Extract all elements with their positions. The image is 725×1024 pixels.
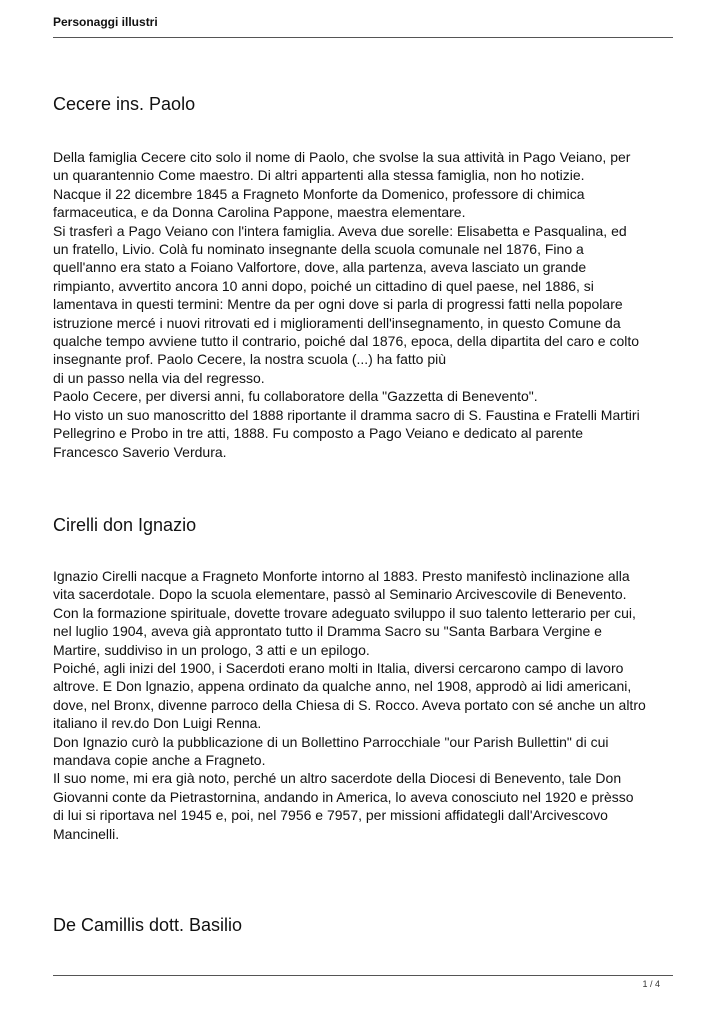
text-line: italiano il rev.do Don Luigi Renna. [53,715,262,732]
text-line: qualche tempo avviene tutto il contrario, poiché dal 1876, epoca, della dipartita del caro e colto [53,333,640,350]
text-line: Don Ignazio curò la pubblicazione di un Bollettino Parrocchiale "our Parish Bullettin" di cui [53,733,609,750]
text-line: un fratello, Livio. Colà fu nominato insegnante della scuola comunale nel 1876, Fino a [53,241,584,258]
text-line: dove, nel Bronx, divenne parroco della Chiesa di S. Rocco. Aveva portato con sé anche un altro [53,696,646,713]
text-line: Il suo nome, mi era già noto, perché un altro sacerdote della Diocesi di Benevento, tale Don [53,770,622,787]
text-line: Ho visto un suo manoscritto del 1888 riportante il dramma sacro di S. Faustina e Fratelli Martiri [53,406,640,423]
section-heading: De Camillis dott. Basilio [53,915,243,935]
section-heading: Cirelli don Ignazio [53,515,197,535]
text-line: Nacque il 22 dicembre 1845 a Fragneto Monforte da Domenico, professore di chimica [53,185,585,202]
text-line: lamentava in questi termini: Mentre da per ogni dove si parla di progressi fatti nella popolare [53,296,623,313]
text-line: Poiché, agli inizi del 1900, i Sacerdoti erano molti in Italia, diversi cercarono campo di lavoro [53,660,624,677]
text-line: farmaceutica, e da Donna Carolina Pappone, maestra elementare. [53,204,466,221]
text-line: Giovanni conte da Pietrastornina, andando in America, lo aveva conosciuto nel 1920 e prèsso [53,788,634,805]
text-line: Martire, suddiviso in un prologo, 3 atti e un epilogo. [53,641,370,658]
text-line: Paolo Cecere, per diversi anni, fu collaboratore della "Gazzetta di Benevento". [53,388,538,405]
text-line: Ignazio Cirelli nacque a Fragneto Monforte intorno al 1883. Presto manifestò inclinazione alla [53,568,630,584]
page-header [53,13,673,38]
text-line: Pellegrino e Probo in tre atti, 1888. Fu composto a Pago Veiano e dedicato al parente [53,425,584,442]
document-title: Personaggi illustri [53,15,158,29]
text-line: insegnante prof. Paolo Cecere, la nostra scuola (...) ha fatto più [53,351,447,368]
section-body [53,567,678,843]
page-footer [53,975,673,990]
text-line: di un passo nella via del regresso. [53,369,265,386]
section-heading: Cecere ins. Paolo [53,94,196,114]
text-line: Francesco Saverio Verdura. [53,443,227,460]
page-number: 1 / 4 [642,979,660,989]
text-line: istruzione mercé i nuovi ritrovati ed i miglioramenti dell'insegnamento, in questo Comune da [53,314,621,331]
text-line: Mancinelli. [53,825,120,842]
text-line: Con la formazione spirituale, dovette trovare adeguato sviluppo il suo talento letterario per cui, [53,604,636,621]
text-line: un quarantennio Come maestro. Di altri appartenti alla stessa famiglia, non ho notizie. [53,167,585,184]
section-body [53,148,678,461]
text-line: vita sacerdotale. Dopo la scuola elementare, passò al Seminario Arcivescovile di Benevento. [53,586,627,603]
text-line: nel luglio 1904, aveva già approntato tutto il Dramma Sacro su "Santa Barbara Vergine e [53,623,602,640]
text-line: rimpianto, avvertito ancora 10 anni dopo, poiché un cittadino di quel paese, nel 1886, si [53,277,594,294]
text-line: mandava copie anche a Fragneto. [53,752,266,769]
text-line: Della famiglia Cecere cito solo il nome di Paolo, che svolse la sua attività in Pago Veiano, per [53,149,631,165]
text-line: Si trasferì a Pago Veiano con l'intera famiglia. Aveva due sorelle: Elisabetta e Pasqualina, ed [53,222,627,239]
text-line: di lui si riportava nel 1945 e, poi, nel 7956 e 7957, per missioni affidategli dall'Arcivescovo [53,807,608,824]
text-line: quell'anno era stato a Foiano Valfortore, dove, alla partenza, aveva lasciato un grande [53,259,587,276]
text-line: altrove. E Don lgnazio, appena ordinato da qualche anno, nel 1908, approdò ai lidi americani, [53,678,632,695]
